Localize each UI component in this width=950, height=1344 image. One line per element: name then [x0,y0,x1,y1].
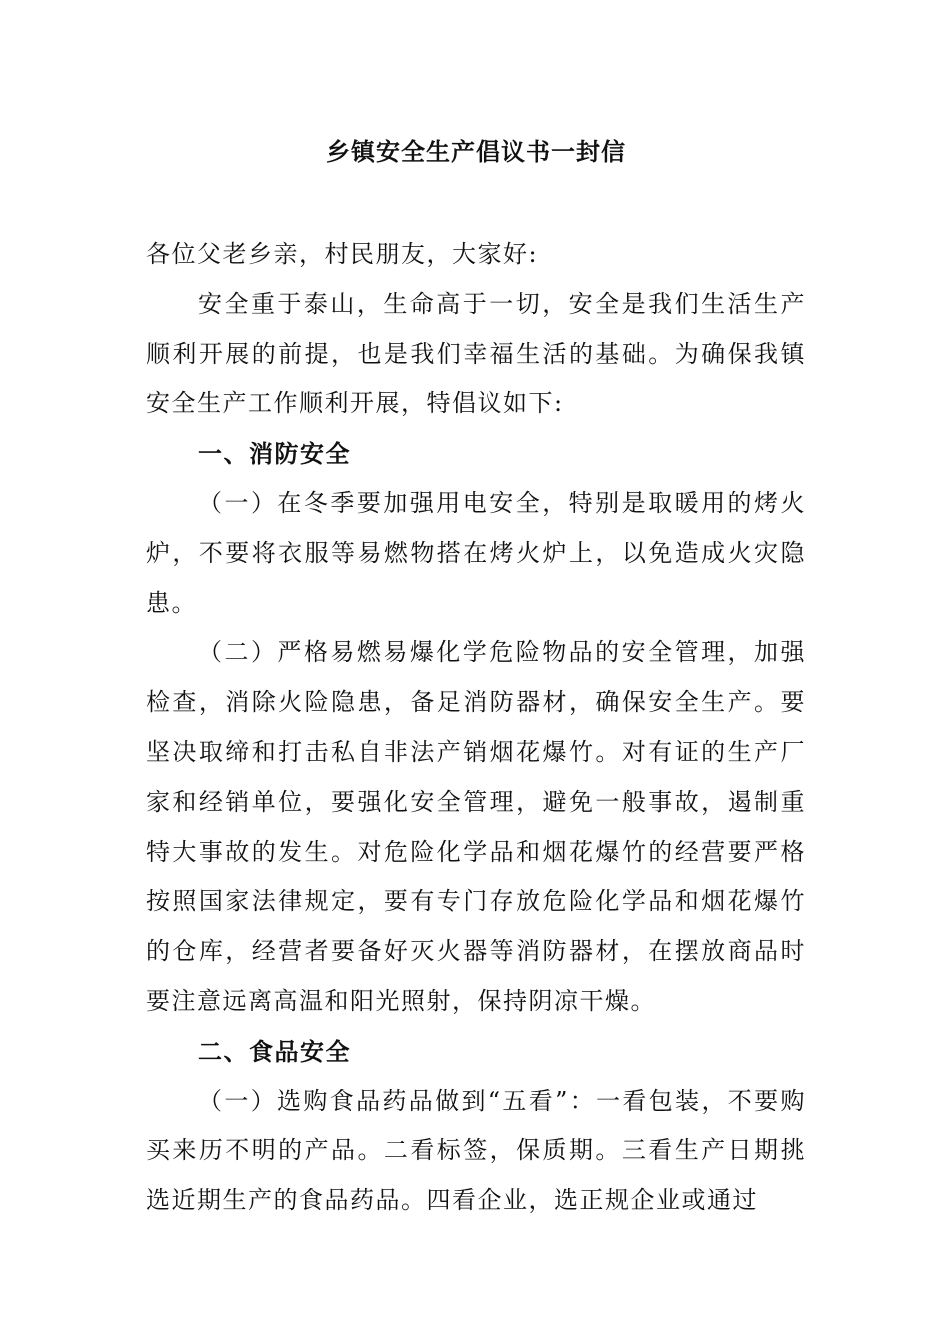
food-safety-item-1: （一）选购食品药品做到“五看”：一看包装，不要购买来历不明的产品。二看标签，保质期。三看生产日期挑选近期生产的食品药品。四看企业，选正规企业或通过 [146,1086,806,1215]
document-body [146,230,806,1226]
section-heading-food-safety: 二、食品安全 [198,1036,351,1066]
document-title: 乡镇安全生产倡议书一封信 [326,137,626,166]
fire-safety-item-2: （二）严格易燃易爆化学危险物品的安全管理，加强检查，消除火险隐患，备足消防器材，确保安全生产。要坚决取缔和打击私自非法产销烟花爆竹。对有证的生产厂家和经销单位，要强化安全管理，避免一般事故，遏制重特大事故的发生。对危险化学品和烟花爆竹的经营要严格按照国家法律规定，要有专门存放危险化学品和烟花爆竹的仓库，经营者要备好灭火器等消防器材，在摆放商品时要注意远离高温和阳光照射，保持阴凉干燥。 [146,638,806,1015]
section-heading-fire-safety: 一、消防安全 [198,439,351,469]
salutation: 各位父老乡亲，村民朋友，大家好: [146,240,539,268]
fire-safety-item-1: （一）在冬季要加强用电安全，特别是取暖用的烤火炉，不要将衣服等易燃物搭在烤火炉上，以免造成火灾隐患。 [146,488,806,617]
intro-paragraph: 安全重于泰山，生命高于一切，安全是我们生活生产顺利开展的前提，也是我们幸福生活的基础。为确保我镇安全生产工作顺利开展，特倡议如下: [146,289,806,418]
